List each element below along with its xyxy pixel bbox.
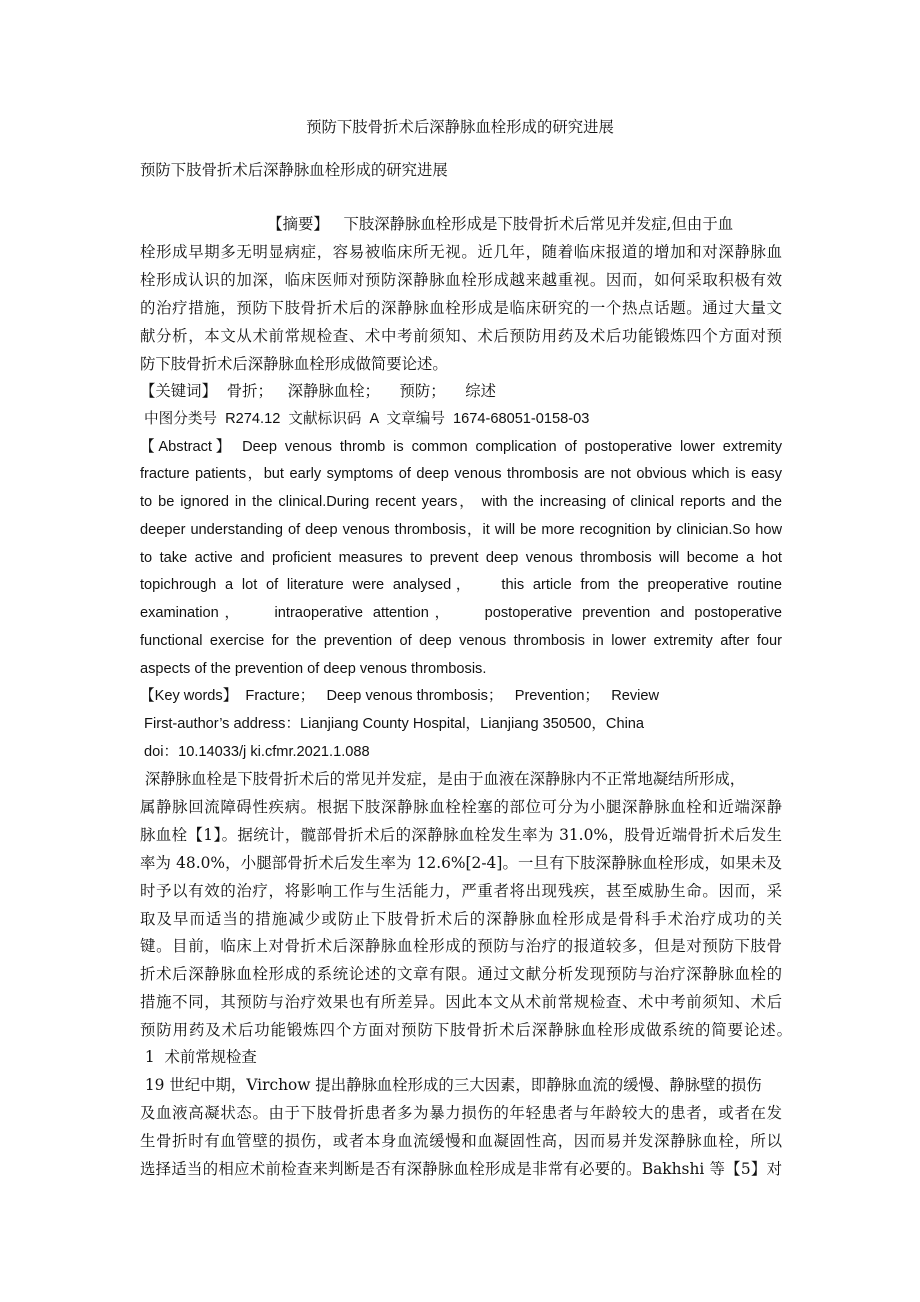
abstract-en-line: to take active and proficient measures to prevent deep venous thrombosis will become a hot	[140, 550, 782, 566]
body-line: 措施不同，其预防与治疗效果也有所差异。因此本文从术前常规检查、术中考前须知、术后	[140, 993, 782, 1011]
body-line: 率为 48.0%，小腿部骨折术后发生率为 12.6%[2-4]。一旦有下肢深静脉血栓形成，如果未及	[140, 854, 782, 872]
doi: doi：10.14033/j ki.cfmr.2021.1.088	[140, 744, 370, 760]
abstract-en-line: functional exercise for the prevention of deep venous thrombosis in lower extremity after four	[140, 633, 782, 649]
body-line: 深静脉血栓是下肢骨折术后的常见并发症，是由于血液在深静脉内不正常地凝结所形成，	[140, 770, 746, 788]
body-line: 时予以有效的治疗，将影响工作与生活能力，严重者将出现残疾，甚至威胁生命。因而，采	[140, 882, 782, 900]
body-line: 生骨折时有血管壁的损伤，或者本身血流缓慢和血凝固性高，因而易并发深静脉血栓，所以	[140, 1132, 782, 1150]
body-line: 脉血栓【1】。据统计，髋部骨折术后的深静脉血栓发生率为 31.0%，股骨近端骨折术后发生	[140, 826, 782, 844]
section-heading: 1 术前常规检查	[140, 1048, 257, 1066]
body-line: 属静脉回流障碍性疾病。根据下肢深静脉血栓栓塞的部位可分为小腿深静脉血栓和近端深静	[140, 798, 782, 816]
body-line: 及血液高凝状态。由于下肢骨折患者多为暴力损伤的年轻患者与年龄较大的患者，或者在发	[140, 1104, 782, 1122]
abstract-cn-line: 的治疗措施，预防下肢骨折术后的深静脉血栓形成是临床研究的一个热点话题。通过大量文	[140, 299, 782, 317]
keywords-cn: 【关键词】 骨折； 深静脉血栓； 预防； 综述	[140, 382, 497, 400]
abstract-en-line: topichrough a lot of literature were analysed， this article from the preoperative routine	[140, 577, 782, 593]
author-address: First-author’s address：Lianjiang County Hospital，Lianjiang 350500，China	[140, 716, 645, 732]
body-line: 折术后深静脉血栓形成的系统论述的文章有限。通过文献分析发现预防与治疗深静脉血栓的	[140, 965, 782, 983]
abstract-cn-line: 【摘要】 下肢深静脉血栓形成是下肢骨折术后常见并发症,但由于血	[140, 215, 734, 233]
abstract-cn-line: 栓形成早期多无明显病症，容易被临床所无视。近几年，随着临床报道的增加和对深静脉血	[140, 243, 782, 261]
body-line: 键。目前，临床上对骨折术后深静脉血栓形成的预防与治疗的报道较多，但是对预防下肢骨	[140, 937, 782, 955]
abstract-cn-line: 防下肢骨折术后深静脉血栓形成做简要论述。	[140, 355, 448, 373]
abstract-en-line: deeper understanding of deep venous thrombosis，it will be more recognition by clinician.So how	[140, 522, 782, 538]
body-line: 选择适当的相应术前检查来判断是否有深静脉血栓形成是非常有必要的。Bakhshi 等【5】对	[140, 1160, 782, 1178]
abstract-en-line: 【Abstract】 Deep venous thromb is common complication of postoperative lower extremity	[140, 439, 782, 455]
abstract-en-line: fracture patients，but early symptoms of deep venous thrombosis are not obvious which is easy	[140, 466, 782, 482]
classification-info: 中图分类号 R274.12 文献标识码 A 文章编号 1674-68051-0158-03	[140, 411, 590, 427]
abstract-en-line: to be ignored in the clinical.During recent years， with the increasing of clinical reports and the	[140, 494, 782, 510]
body-line: 19 世纪中期，Virchow 提出静脉血栓形成的三大因素，即静脉血流的缓慢、静脉壁的损伤	[140, 1076, 762, 1094]
abstract-cn-line: 栓形成认识的加深，临床医师对预防深静脉血栓形成越来越重视。因而，如何采取积极有效	[140, 271, 782, 289]
abstract-en-line: examination， intraoperative attention， postoperative prevention and postoperative	[140, 605, 782, 621]
abstract-en-line: aspects of the prevention of deep venous thrombosis.	[140, 661, 487, 677]
abstract-cn-line: 献分析，本文从术前常规检查、术中考前须知、术后预防用药及术后功能锻炼四个方面对预	[140, 327, 782, 345]
keywords-en: 【Key words】 Fracture； Deep venous thrombosis； Prevention； Review	[140, 688, 660, 704]
body-line: 取及早而适当的措施减少或防止下肢骨折术后的深静脉血栓形成是骨科手术治疗成功的关	[140, 910, 782, 928]
article-title: 预防下肢骨折术后深静脉血栓形成的研究进展	[140, 161, 448, 179]
body-line: 预防用药及术后功能锻炼四个方面对预防下肢骨折术后深静脉血栓形成做系统的简要论述。	[140, 1021, 792, 1039]
running-header-title: 预防下肢骨折术后深静脉血栓形成的研究进展	[306, 118, 614, 136]
